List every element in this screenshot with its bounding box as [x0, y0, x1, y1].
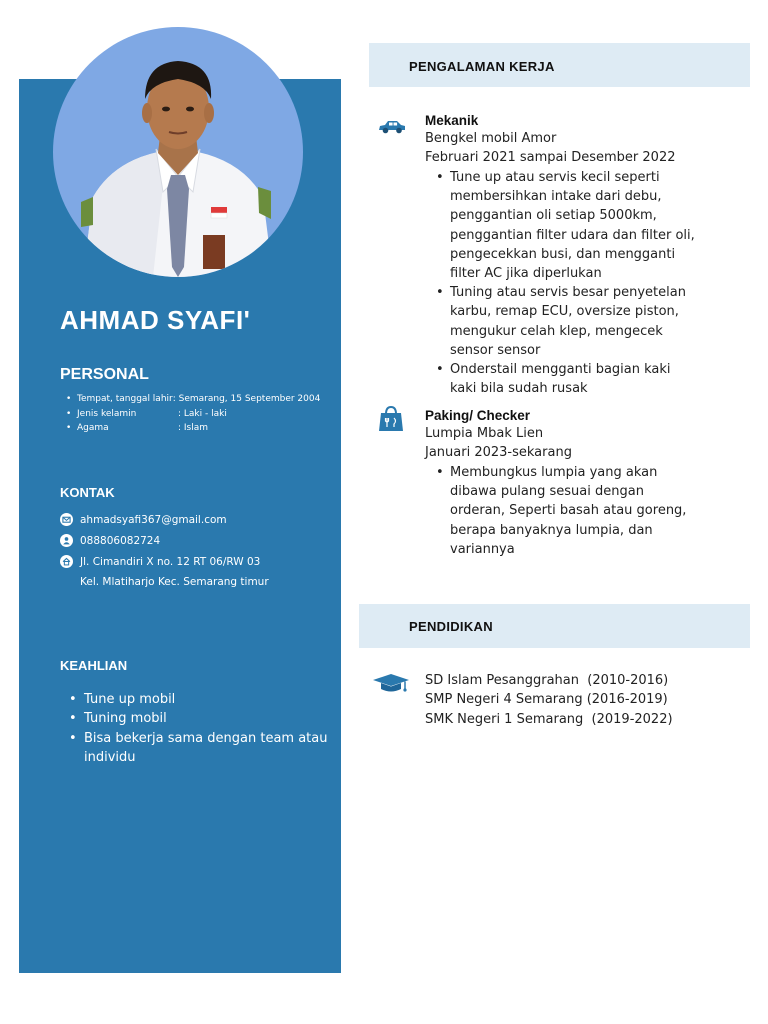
skill-item: • Bisa bekerja sama dengan team atau individu	[60, 729, 330, 768]
profile-photo	[53, 27, 303, 277]
contact-email[interactable]	[60, 513, 227, 526]
contact-address	[60, 555, 260, 568]
education-item: SMP Negeri 4 Semarang (2016-2019)	[425, 692, 668, 708]
personal-value: : Semarang, 15 September 2004	[172, 394, 321, 404]
job-bullet: • Tune up atau servis kecil seperti membersihkan intake dari debu, penggantian oli setiap 5000km, penggantian filter udara dan filter oli, pengecekkan busi, dan mengganti filter AC jika diperlukan	[425, 168, 700, 283]
job-period: Februari 2021 sampai Desember 2022	[425, 150, 676, 165]
user-icon	[60, 534, 73, 547]
education-item: SMK Negeri 1 Semarang (2019-2022)	[425, 711, 673, 727]
email-text[interactable]: ahmadsyafi367@gmail.com	[80, 513, 227, 526]
contact-phone[interactable]	[60, 534, 160, 547]
personal-label: Tempat, tanggal lahir	[77, 394, 173, 404]
contact-heading: KONTAK	[60, 485, 115, 500]
home-icon	[60, 555, 73, 568]
skills-list	[60, 690, 330, 767]
job-bullet: • Membungkus lumpia yang akan dibawa pulang sesuai dengan orderan, Seperti basah atau goreng, berapa banyaknya lumpia, dan variannya	[425, 463, 700, 559]
personal-value: : Laki - laki	[178, 408, 227, 419]
education-list	[425, 671, 673, 729]
job-title: Mekanik	[425, 113, 479, 128]
job-company: Lumpia Mbak Lien	[425, 426, 544, 441]
address-line-1: Jl. Cimandiri X no. 12 RT 06/RW 03	[80, 555, 261, 568]
skills-heading: KEAHLIAN	[60, 658, 128, 673]
phone-text[interactable]: 088806082724	[80, 534, 161, 547]
education-heading: PENDIDIKAN	[409, 619, 493, 634]
personal-item-birth	[60, 392, 340, 407]
mail-icon	[60, 513, 73, 526]
portrait-illustration	[53, 27, 303, 277]
shopping-bag-icon	[378, 405, 404, 437]
experience-heading: PENGALAMAN KERJA	[409, 59, 555, 74]
job-bullet: • Onderstail mengganti bagian kaki kaki bila sudah rusak	[425, 360, 700, 398]
car-icon	[377, 118, 407, 141]
graduation-cap-icon	[372, 672, 410, 701]
skill-item: • Tune up mobil	[60, 690, 330, 709]
personal-value: : Islam	[178, 423, 209, 433]
job-bullet: • Tuning atau servis besar penyetelan karbu, remap ECU, oversize piston, mengukur celah klep, mengecek sensor sensor	[425, 283, 700, 360]
personal-label: Agama	[77, 423, 109, 433]
personal-item-gender	[60, 407, 340, 422]
skill-item: • Tuning mobil	[60, 709, 330, 728]
job-bullets	[425, 463, 700, 559]
address-line-2: Kel. Mlatiharjo Kec. Semarang timur	[80, 576, 269, 588]
personal-heading: PERSONAL	[60, 366, 149, 383]
personal-list	[60, 392, 340, 436]
education-item: SD Islam Pesanggrahan (2010-2016)	[425, 673, 669, 688]
personal-item-religion	[60, 421, 340, 436]
job-title: Paking/ Checker	[425, 408, 531, 423]
full-name: AHMAD SYAFI'	[60, 305, 251, 335]
personal-label: Jenis kelamin	[77, 408, 137, 419]
job-bullets	[425, 168, 700, 398]
job-period: Januari 2023-sekarang	[425, 445, 572, 460]
job-company: Bengkel mobil Amor	[425, 131, 557, 146]
